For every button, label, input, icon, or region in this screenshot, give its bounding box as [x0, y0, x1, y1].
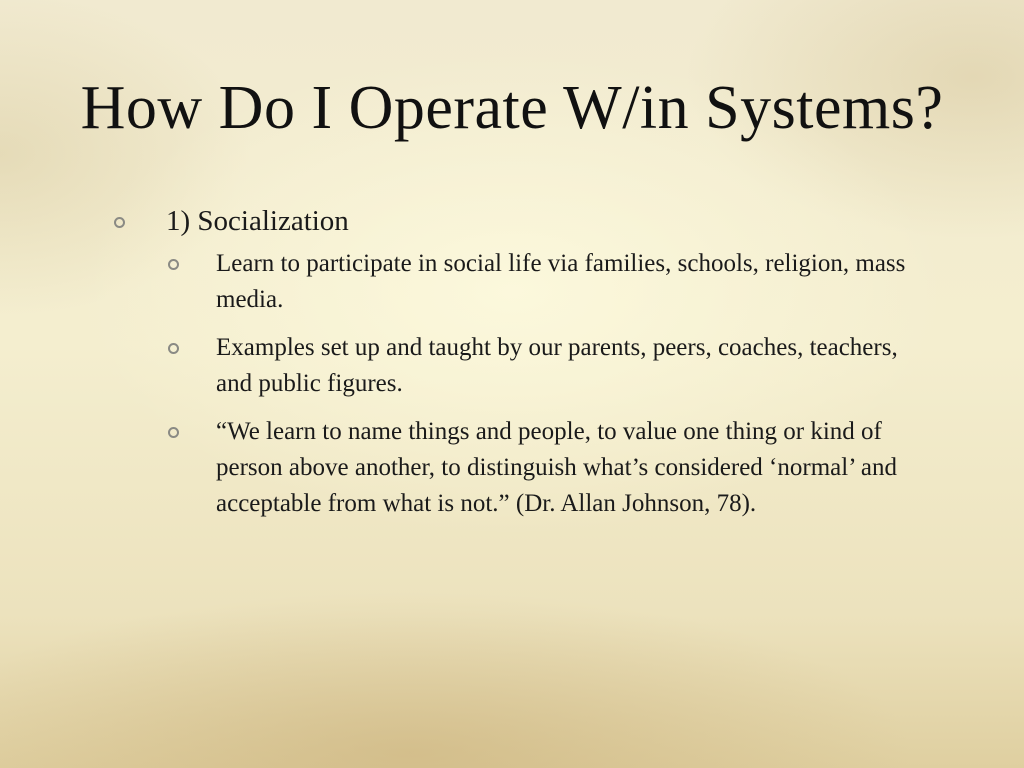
slide-content — [112, 202, 932, 534]
sub-bullet-learn — [166, 246, 932, 318]
sub-bullet-examples — [166, 330, 932, 402]
bullet-level1-socialization — [112, 202, 932, 240]
sub-bullet-text: Examples set up and taught by our parents, peers, coaches, teachers, and public figures. — [216, 334, 898, 397]
hollow-circle-bullet-icon — [114, 217, 125, 228]
bullet-text: 1) Socialization — [166, 205, 349, 237]
slide-title: How Do I Operate W/in Systems? — [80, 74, 944, 142]
hollow-circle-bullet-icon — [168, 427, 179, 438]
sub-bullet-list — [166, 246, 932, 522]
sub-bullet-text: “We learn to name things and people, to value one thing or kind of person above another, to distinguish what’s considered ‘normal’ and acceptable from what is not.” (Dr. Allan Johnson, 78). — [216, 418, 898, 517]
sub-bullet-text: Learn to participate in social life via families, schools, religion, mass media. — [216, 250, 906, 313]
hollow-circle-bullet-icon — [168, 343, 179, 354]
sub-bullet-quote — [166, 414, 932, 522]
hollow-circle-bullet-icon — [168, 259, 179, 270]
